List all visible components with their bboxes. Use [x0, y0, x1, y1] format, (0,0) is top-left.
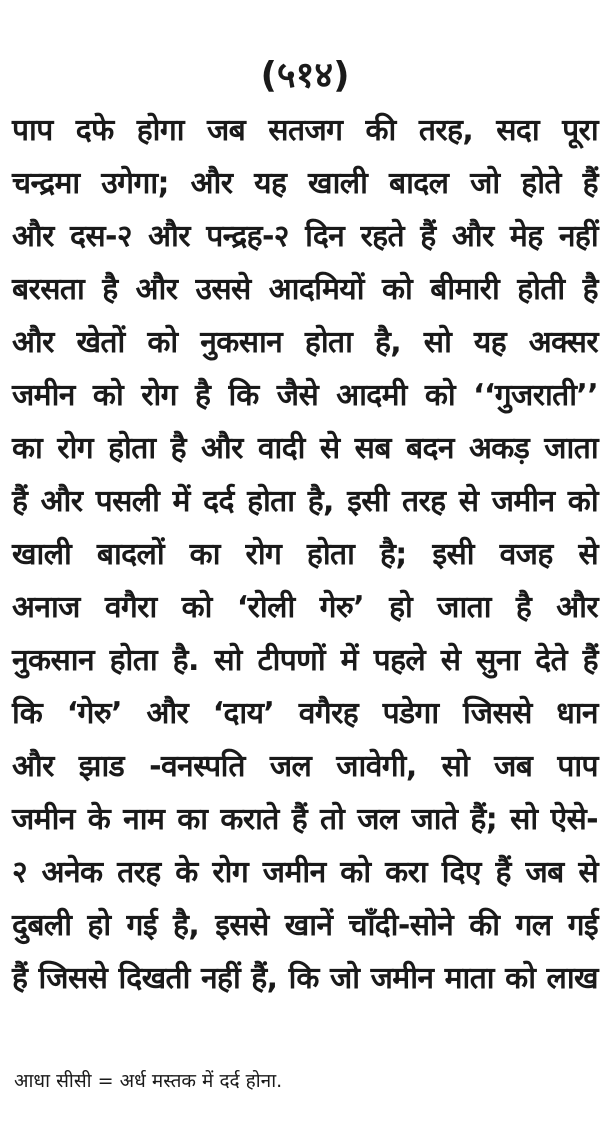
- text-line: चन्द्रमा उगेगा; और यह खाली बादल जो होते हैं: [12, 166, 598, 201]
- text-line: अनाज वगैरा को ‘रोली गेरु’ हो जाता है और: [12, 590, 598, 625]
- footnote: आधा सीसी = अर्ध मस्तक में दर्द होना.: [14, 1070, 283, 1092]
- text-line: और खेतों को नुकसान होता है, सो यह अक्सर: [12, 325, 598, 360]
- text-line: नुकसान होता है. सो टीपणों में पहले से सुना देते हैं: [12, 643, 598, 678]
- text-line: खाली बादलों का रोग होता है; इसी वजह से: [12, 537, 598, 572]
- body-text: [12, 104, 598, 1005]
- text-line: हैं और पसली में दर्द होता है, इसी तरह से जमीन को: [12, 484, 598, 519]
- text-line: २ अनेक तरह के रोग जमीन को करा दिए हैं जब से: [12, 855, 598, 890]
- text-line: और दस-२ और पन्द्रह-२ दिन रहते हैं और मेह नहीं: [12, 219, 598, 254]
- text-line: कि ‘गेरु’ और ‘दाय’ वगैरह पडेगा जिससे धान: [12, 696, 598, 731]
- text-line: जमीन के नाम का कराते हैं तो जल जाते हैं; सो ऐसे-: [12, 802, 598, 837]
- text-line: पाप दफे होगा जब सतजग की तरह, सदा पूरा: [12, 113, 598, 148]
- text-line: जमीन को रोग है कि जैसे आदमी को ‘‘गुजराती’’: [12, 378, 598, 413]
- text-line: हैं जिससे दिखती नहीं हैं, कि जो जमीन माता को लाख: [12, 961, 598, 996]
- text-line: दुबली हो गई है, इससे खानें चाँदी-सोने की गल गई: [12, 908, 598, 943]
- text-line: का रोग होता है और वादी से सब बदन अकड़ जाता: [12, 431, 598, 466]
- text-line: बरसता है और उससे आदमियों को बीमारी होती है: [12, 272, 598, 307]
- text-line: और झाड -वनस्पति जल जावेगी, सो जब पाप: [12, 749, 598, 784]
- page-number: (५१४): [260, 55, 350, 96]
